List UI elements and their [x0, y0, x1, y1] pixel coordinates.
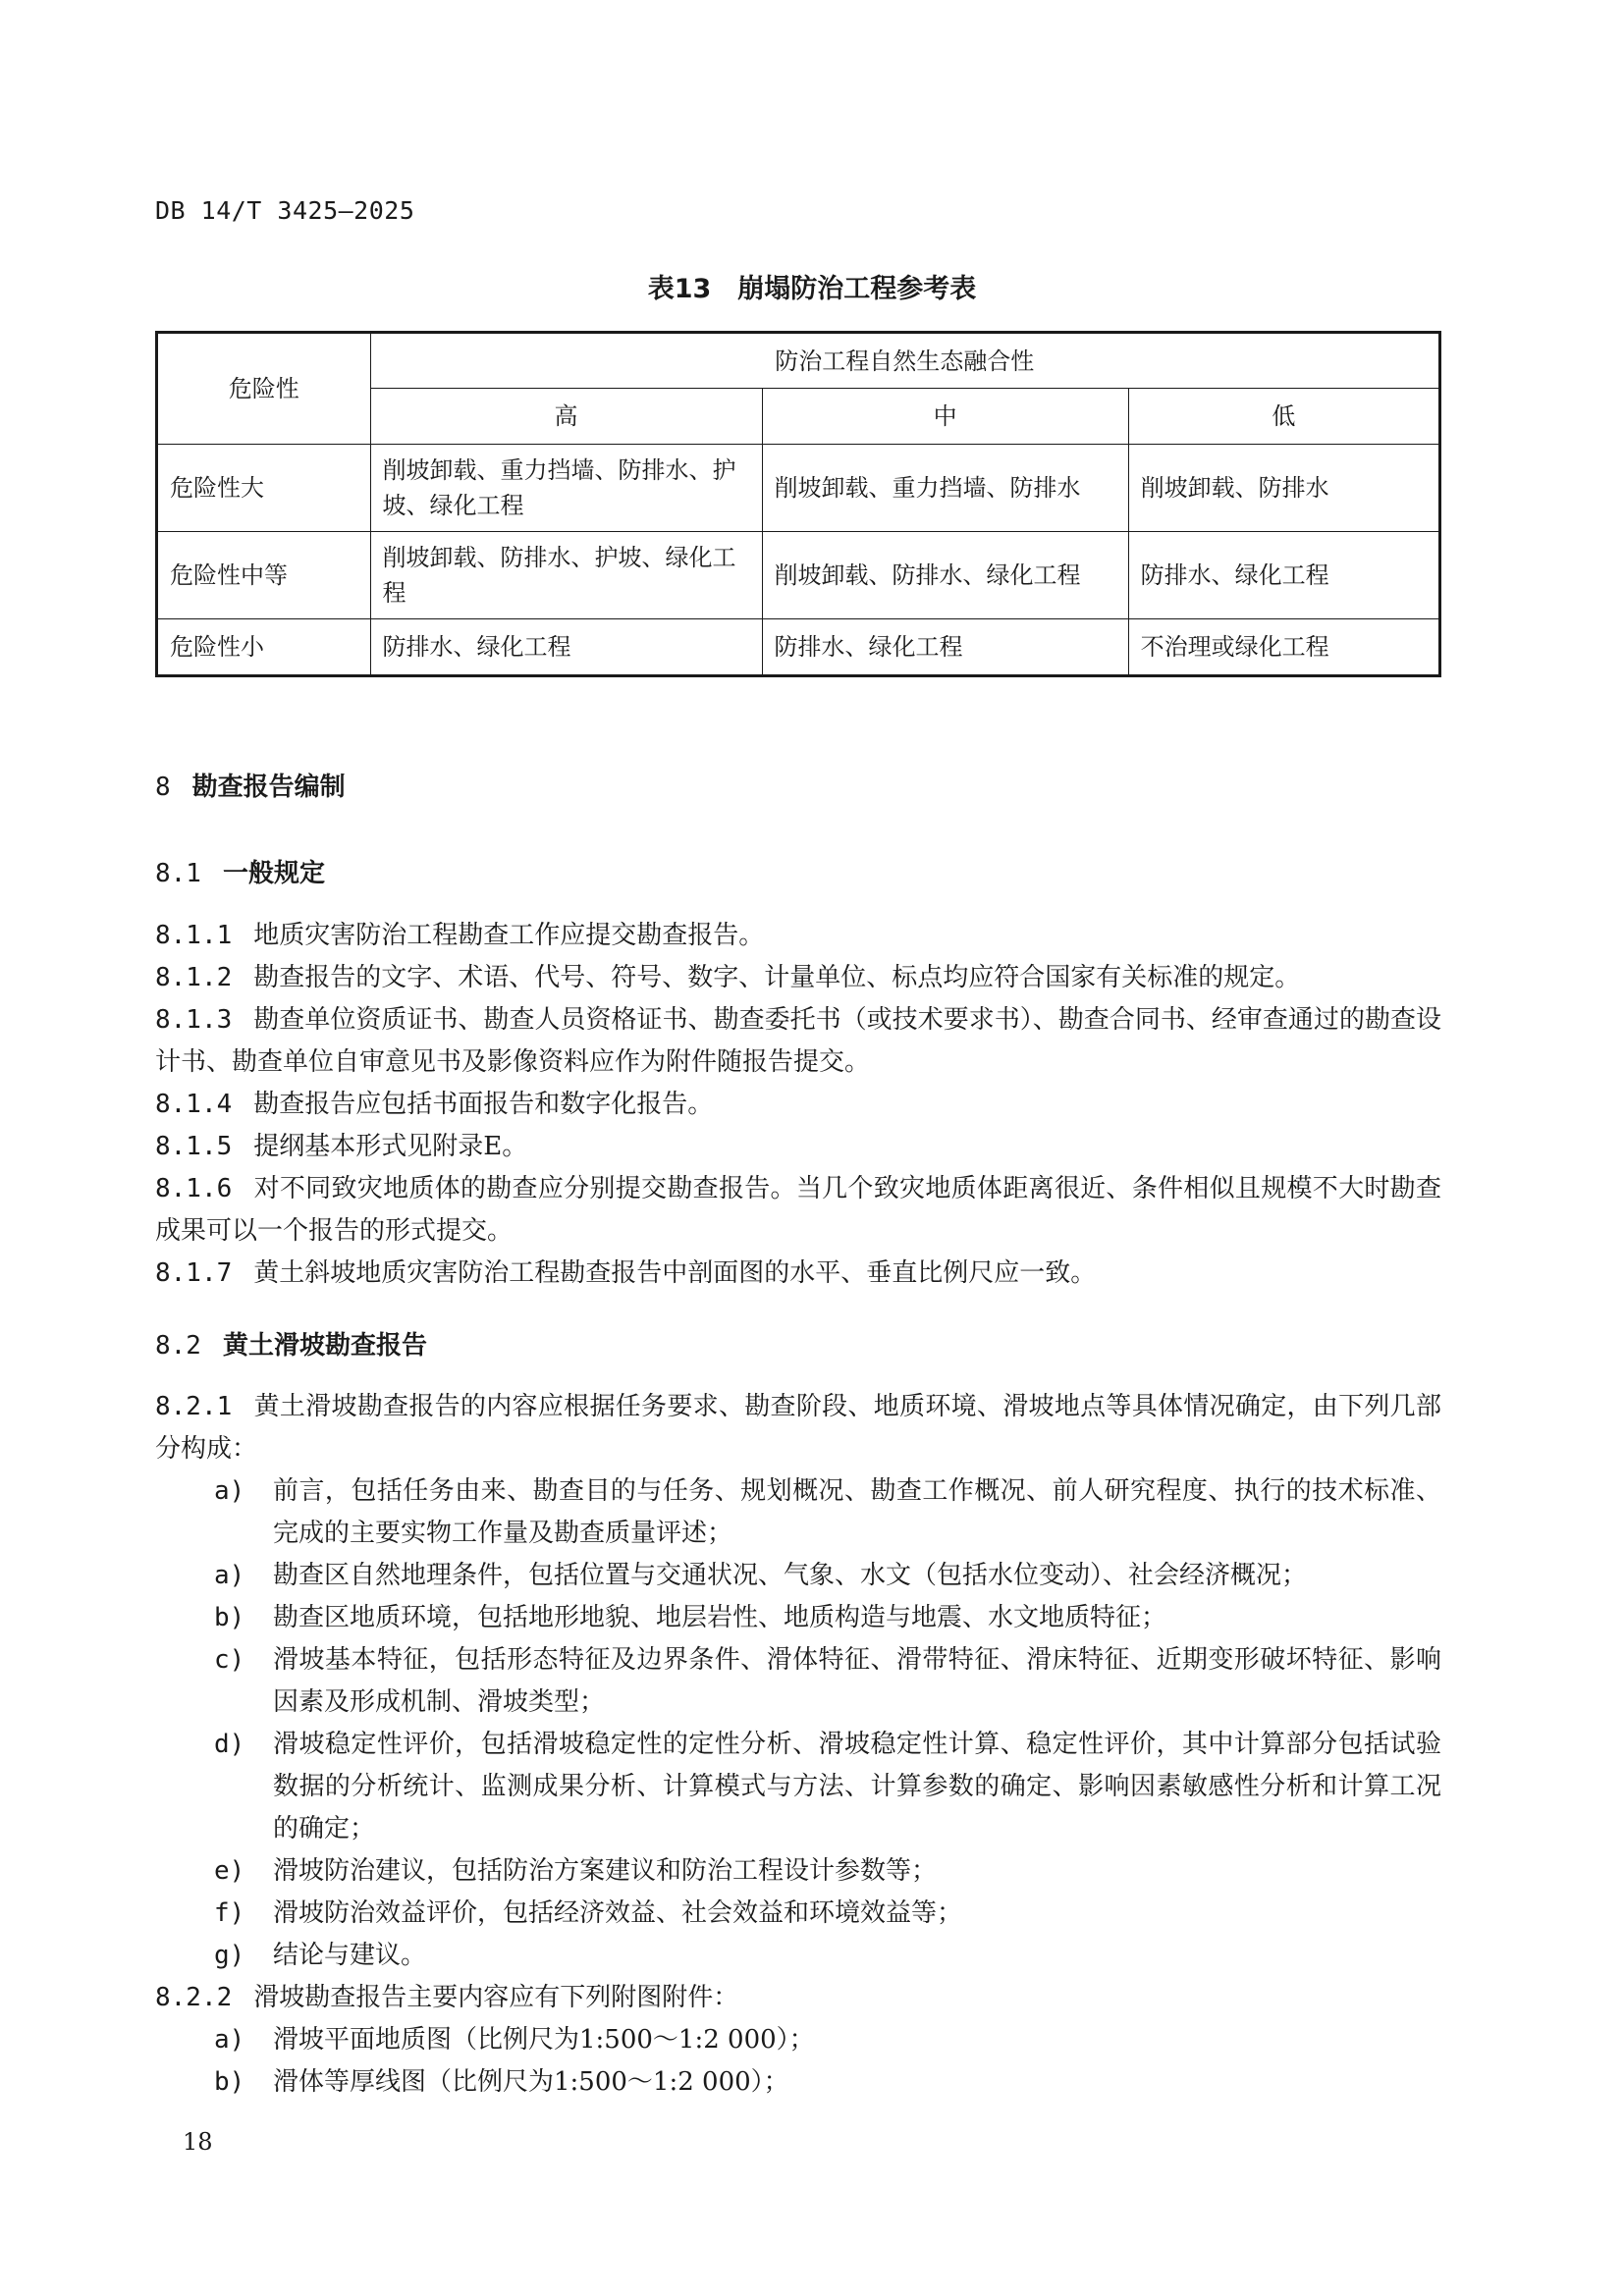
clause-number: 8.1.6 — [155, 1174, 233, 1203]
list-item — [214, 1850, 1441, 1893]
reference-table — [155, 331, 1441, 677]
list-text: 滑坡稳定性评价，包括滑坡稳定性的定性分析、滑坡稳定性计算、稳定性评价，其中计算部分包括试验数据的分析统计、监测成果分析、计算模式与方法、计算参数的确定、影响因素敏感性分析和计算工况的确定； — [273, 1730, 1441, 1843]
table-cell: 削坡卸载、防排水 — [1128, 445, 1439, 532]
list-item — [214, 1555, 1441, 1597]
clause-number: 8.2.1 — [155, 1392, 233, 1421]
list-item — [214, 1724, 1441, 1850]
clause-8-2-2 — [155, 1977, 1441, 2019]
clause-number: 8.1.4 — [155, 1090, 233, 1119]
table-cell: 削坡卸载、防排水、绿化工程 — [762, 532, 1128, 619]
clause-8-1-5 — [155, 1126, 1441, 1168]
clause-8-1-6 — [155, 1168, 1441, 1253]
header-cell-high: 高 — [370, 389, 762, 445]
section-number: 8.1 — [155, 859, 201, 888]
clause-text: 勘查单位资质证书、勘查人员资格证书、勘查委托书（或技术要求书）、勘查合同书、经审查通过的勘查设计书、勘查单位自审意见书及影像资料应作为附件随报告提交。 — [155, 1005, 1441, 1077]
clause-number: 8.1.1 — [155, 921, 233, 950]
table-cell: 削坡卸载、重力挡墙、防排水、护坡、绿化工程 — [370, 445, 762, 532]
list-text: 滑坡平面地质图（比例尺为1:500～1:2 000）； — [273, 2025, 815, 2055]
clause-8-1-7 — [155, 1253, 1441, 1295]
list-label: b) — [214, 1603, 245, 1632]
header-cell-group: 防治工程自然生态融合性 — [370, 333, 1440, 389]
section-heading-8-2 — [155, 1325, 427, 1362]
table-row — [157, 445, 1440, 532]
list-item — [214, 2061, 1441, 2104]
clause-number: 8.1.5 — [155, 1132, 233, 1161]
table-row — [157, 619, 1440, 676]
row-label: 危险性大 — [157, 445, 371, 532]
section-heading-8-1 — [155, 853, 325, 889]
section-heading-8 — [155, 767, 346, 803]
section-title: 一般规定 — [222, 859, 325, 888]
table-cell: 不治理或绿化工程 — [1128, 619, 1439, 676]
clause-8-2-1 — [155, 1386, 1441, 1470]
list-text: 滑坡防治建议，包括防治方案建议和防治工程设计参数等； — [273, 1856, 938, 1886]
list-label: f) — [214, 1898, 245, 1928]
document-code: DB 14/T 3425—2025 — [155, 196, 415, 225]
clause-text: 勘查报告的文字、术语、代号、符号、数字、计量单位、标点均应符合国家有关标准的规定。 — [253, 963, 1301, 992]
table-cell: 防排水、绿化工程 — [370, 619, 762, 676]
clause-text: 勘查报告应包括书面报告和数字化报告。 — [253, 1090, 714, 1119]
header-cell-medium: 中 — [762, 389, 1128, 445]
list-label: a) — [214, 1561, 245, 1590]
page-number: 18 — [183, 2128, 213, 2156]
list-label: a) — [214, 2025, 245, 2055]
header-cell-risk: 危险性 — [157, 333, 371, 445]
table-title: 表13 崩塌防治工程参考表 — [647, 274, 977, 304]
list-label: g) — [214, 1941, 245, 1970]
clause-text: 对不同致灾地质体的勘查应分别提交勘查报告。当几个致灾地质体距离很近、条件相似且规模不大时勘查成果可以一个报告的形式提交。 — [155, 1174, 1441, 1246]
list-item — [214, 1893, 1441, 1935]
header-cell-low: 低 — [1128, 389, 1439, 445]
clause-text: 提纲基本形式见附录E。 — [253, 1132, 528, 1161]
list-text: 滑坡防治效益评价，包括经济效益、社会效益和环境效益等； — [273, 1898, 963, 1928]
list-text: 勘查区地质环境，包括地形地貌、地层岩性、地质构造与地震、水文地质特征； — [273, 1603, 1167, 1632]
list-item — [214, 1935, 1441, 1977]
table-row — [157, 532, 1440, 619]
list-label: c) — [214, 1645, 245, 1675]
table-cell: 削坡卸载、防排水、护坡、绿化工程 — [370, 532, 762, 619]
list-text: 结论与建议。 — [273, 1941, 427, 1970]
clause-8-1-1 — [155, 915, 1441, 957]
list-item — [214, 1639, 1441, 1724]
table-cell: 防排水、绿化工程 — [1128, 532, 1439, 619]
list-label: a) — [214, 1476, 245, 1506]
section-title: 勘查报告编制 — [191, 773, 346, 802]
clause-number: 8.1.7 — [155, 1258, 233, 1288]
list-item — [214, 2019, 1441, 2061]
clause-8-1-4 — [155, 1084, 1441, 1126]
list-item — [214, 1597, 1441, 1639]
section-number: 8.2 — [155, 1331, 201, 1361]
clause-8-1-3 — [155, 999, 1441, 1084]
row-label: 危险性中等 — [157, 532, 371, 619]
clause-text: 滑坡勘查报告主要内容应有下列附图附件： — [253, 1983, 739, 2012]
list-text: 勘查区自然地理条件，包括位置与交通状况、气象、水文（包括水位变动）、社会经济概况； — [273, 1561, 1308, 1590]
list-text: 滑坡基本特征，包括形态特征及边界条件、滑体特征、滑带特征、滑床特征、近期变形破坏特征、影响因素及形成机制、滑坡类型； — [273, 1645, 1441, 1717]
list-label: e) — [214, 1856, 245, 1886]
clause-text: 黄土滑坡勘查报告的内容应根据任务要求、勘查阶段、地质环境、滑坡地点等具体情况确定，由下列几部分构成： — [155, 1392, 1441, 1464]
table-cell: 防排水、绿化工程 — [762, 619, 1128, 676]
clause-number: 8.2.2 — [155, 1983, 233, 2012]
section-title: 黄土滑坡勘查报告 — [222, 1331, 427, 1361]
list-text: 前言，包括任务由来、勘查目的与任务、规划概况、勘查工作概况、前人研究程度、执行的技术标准、完成的主要实物工作量及勘查质量评述； — [273, 1476, 1441, 1548]
list-label: b) — [214, 2067, 245, 2097]
list-text: 滑体等厚线图（比例尺为1:500～1:2 000）； — [273, 2067, 789, 2097]
clause-number: 8.1.2 — [155, 963, 233, 992]
list-item — [214, 1470, 1441, 1555]
clause-number: 8.1.3 — [155, 1005, 233, 1035]
table-cell: 削坡卸载、重力挡墙、防排水 — [762, 445, 1128, 532]
section-number: 8 — [155, 773, 171, 802]
list-label: d) — [214, 1730, 245, 1759]
row-label: 危险性小 — [157, 619, 371, 676]
clause-text: 黄土斜坡地质灾害防治工程勘查报告中剖面图的水平、垂直比例尺应一致。 — [253, 1258, 1097, 1288]
clause-text: 地质灾害防治工程勘查工作应提交勘查报告。 — [253, 921, 765, 950]
clause-8-1-2 — [155, 957, 1441, 999]
